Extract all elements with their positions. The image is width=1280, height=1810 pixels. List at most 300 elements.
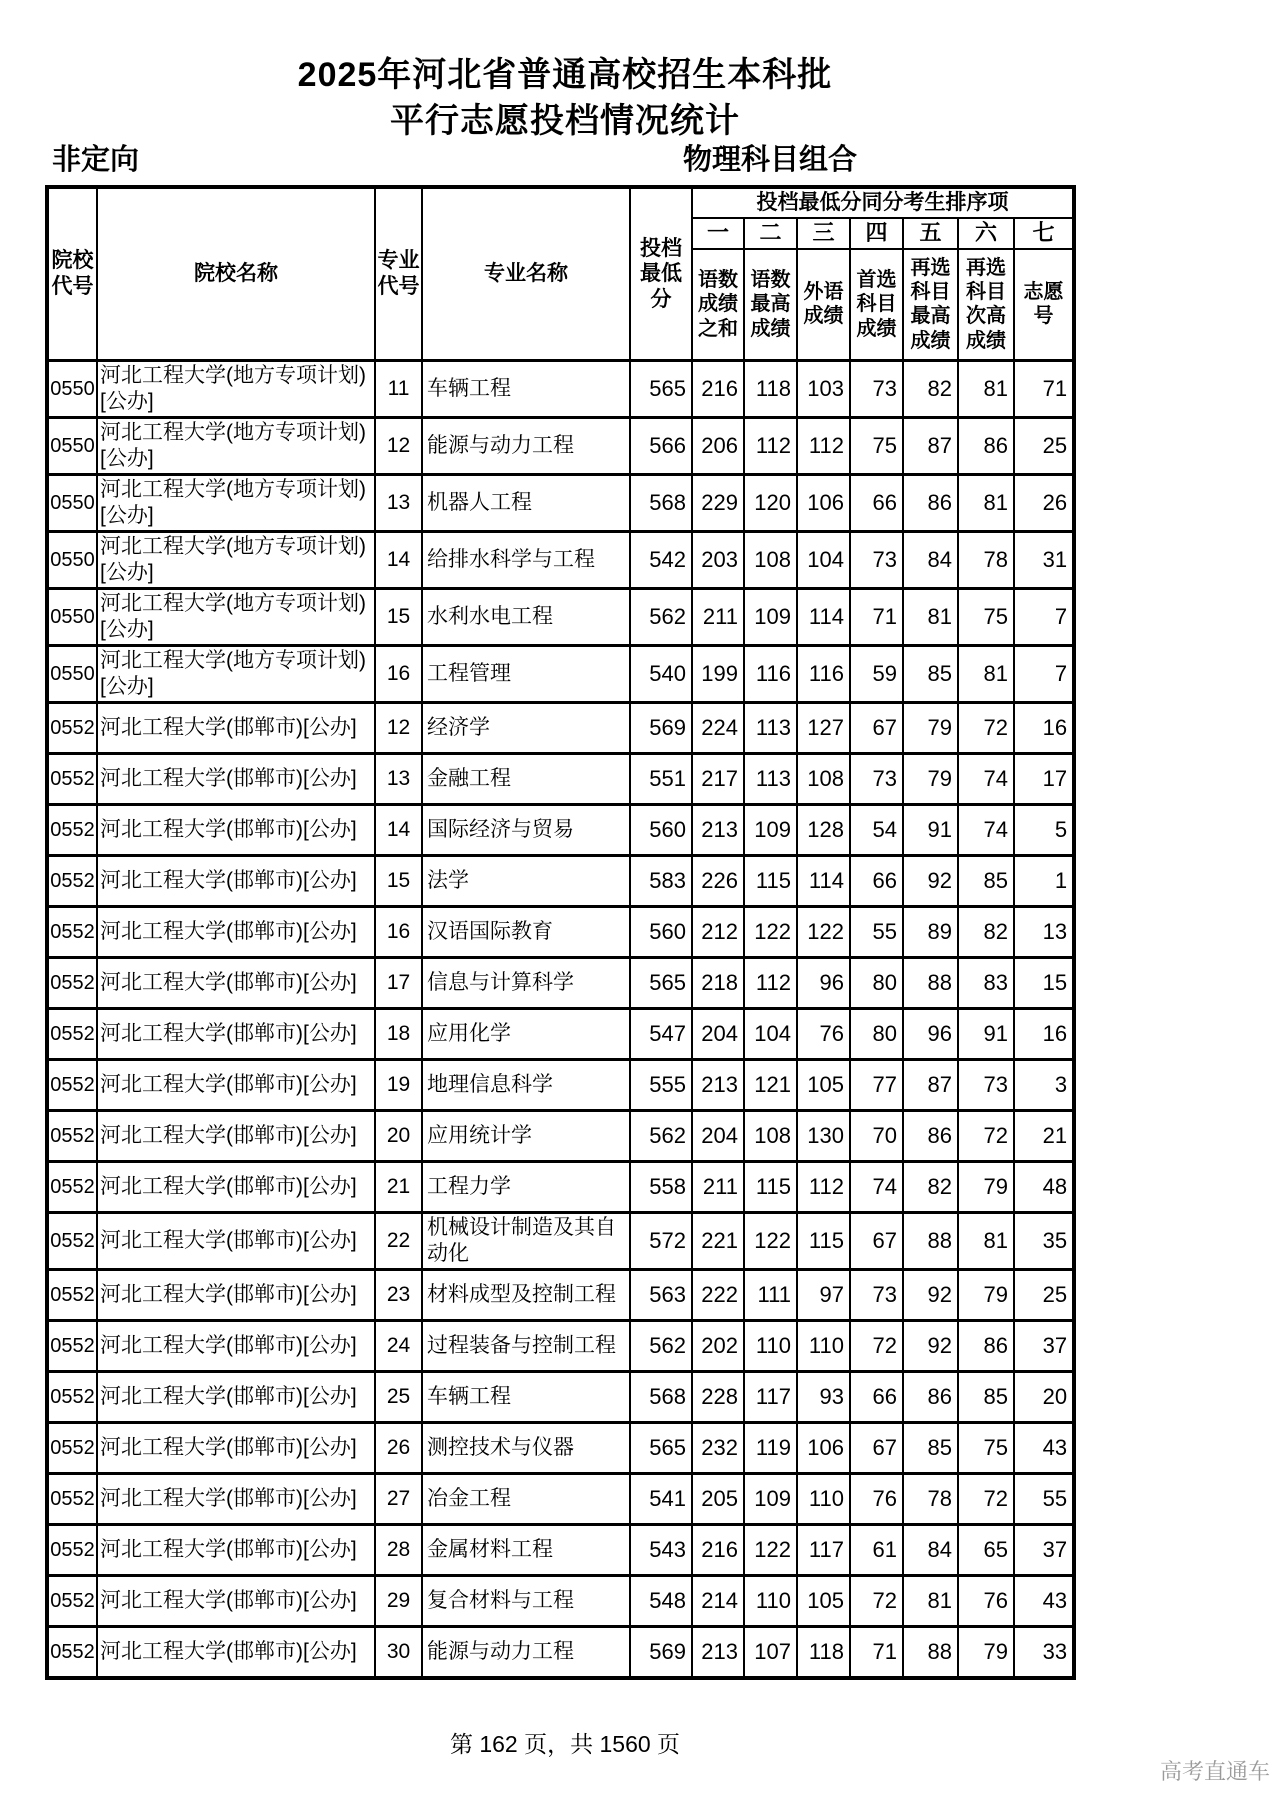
min-score-cell: 560 [630,805,692,856]
header-rank-label-4: 首选科目成绩 [850,249,903,361]
rank3-value-cell: 128 [797,805,850,856]
rank4-value-cell: 73 [850,754,903,805]
rank3-value-cell: 93 [797,1372,850,1423]
rank4-value-cell: 59 [850,646,903,703]
table-row [47,532,1074,589]
header-rank-label-1: 语数成绩之和 [692,249,744,361]
rank2-value-cell: 119 [744,1423,797,1474]
rank2-value-cell: 109 [744,1474,797,1525]
rank7-value-cell: 55 [1014,1474,1074,1525]
min-score-cell: 565 [630,361,692,418]
college-code-cell: 0552 [47,1213,97,1270]
min-score-cell: 555 [630,1060,692,1111]
rank2-value-cell: 109 [744,589,797,646]
college-code-cell: 0552 [47,1321,97,1372]
rank5-value-cell: 92 [903,856,958,907]
rank2-value-cell: 113 [744,754,797,805]
rank2-value-cell: 121 [744,1060,797,1111]
page-title-line1: 2025年河北省普通高校招生本科批 [297,56,833,94]
header-college-code: 院校代号 [47,187,97,361]
rank6-value-cell: 72 [958,703,1014,754]
rank4-value-cell: 76 [850,1474,903,1525]
college-name-cell: 河北工程大学(地方专项计划)[公办] [97,646,375,703]
college-name-cell: 河北工程大学(邯郸市)[公办] [97,907,375,958]
rank1-value-cell: 221 [692,1213,744,1270]
rank6-value-cell: 82 [958,907,1014,958]
table-row [47,1009,1074,1060]
rank1-value-cell: 211 [692,589,744,646]
min-score-cell: 572 [630,1213,692,1270]
rank3-value-cell: 106 [797,475,850,532]
rank7-value-cell: 37 [1014,1525,1074,1576]
major-code-cell: 13 [375,475,422,532]
rank7-value-cell: 37 [1014,1321,1074,1372]
rank5-value-cell: 91 [903,805,958,856]
college-code-cell: 0550 [47,418,97,475]
rank3-value-cell: 118 [797,1627,850,1678]
min-score-cell: 541 [630,1474,692,1525]
major-code-cell: 19 [375,1060,422,1111]
rank6-value-cell: 81 [958,646,1014,703]
rank3-value-cell: 112 [797,1162,850,1213]
college-code-cell: 0552 [47,1627,97,1678]
rank4-value-cell: 72 [850,1321,903,1372]
college-name-cell: 河北工程大学(邯郸市)[公办] [97,958,375,1009]
rank3-value-cell: 97 [797,1270,850,1321]
rank2-value-cell: 116 [744,646,797,703]
college-name-cell: 河北工程大学(邯郸市)[公办] [97,754,375,805]
rank2-value-cell: 112 [744,958,797,1009]
rank7-value-cell: 13 [1014,907,1074,958]
plan-type-label: 非定向 [52,144,140,176]
rank3-value-cell: 127 [797,703,850,754]
min-score-cell: 565 [630,1423,692,1474]
rank7-value-cell: 16 [1014,703,1074,754]
rank4-value-cell: 66 [850,856,903,907]
rank6-value-cell: 86 [958,418,1014,475]
header-rank-label-3: 外语成绩 [797,249,850,361]
college-code-cell: 0552 [47,958,97,1009]
rank2-value-cell: 104 [744,1009,797,1060]
rank3-value-cell: 105 [797,1576,850,1627]
rank3-value-cell: 114 [797,856,850,907]
major-code-cell: 14 [375,532,422,589]
min-score-cell: 551 [630,754,692,805]
major-name-cell: 过程装备与控制工程 [422,1321,630,1372]
rank5-value-cell: 88 [903,1213,958,1270]
college-code-cell: 0552 [47,1525,97,1576]
rank6-value-cell: 85 [958,856,1014,907]
major-name-cell: 给排水科学与工程 [422,532,630,589]
min-score-cell: 562 [630,1321,692,1372]
major-name-cell: 能源与动力工程 [422,418,630,475]
header-rank-6: 六 [958,218,1014,249]
rank7-value-cell: 43 [1014,1423,1074,1474]
rank2-value-cell: 122 [744,1213,797,1270]
rank5-value-cell: 79 [903,754,958,805]
table-row [47,805,1074,856]
rank1-value-cell: 211 [692,1162,744,1213]
table-row [47,907,1074,958]
rank4-value-cell: 73 [850,1270,903,1321]
rank4-value-cell: 71 [850,1627,903,1678]
college-code-cell: 0552 [47,1423,97,1474]
college-name-cell: 河北工程大学(邯郸市)[公办] [97,1321,375,1372]
rank6-value-cell: 81 [958,361,1014,418]
rank4-value-cell: 77 [850,1060,903,1111]
table-row [47,1270,1074,1321]
rank6-value-cell: 83 [958,958,1014,1009]
rank5-value-cell: 92 [903,1270,958,1321]
min-score-cell: 540 [630,646,692,703]
major-name-cell: 工程力学 [422,1162,630,1213]
major-name-cell: 机器人工程 [422,475,630,532]
table-row [47,1321,1074,1372]
major-name-cell: 经济学 [422,703,630,754]
table-row [47,1162,1074,1213]
rank6-value-cell: 79 [958,1270,1014,1321]
header-rank-label-2: 语数最高成绩 [744,249,797,361]
major-code-cell: 21 [375,1162,422,1213]
rank2-value-cell: 115 [744,1162,797,1213]
rank1-value-cell: 205 [692,1474,744,1525]
college-name-cell: 河北工程大学(地方专项计划)[公办] [97,475,375,532]
rank5-value-cell: 78 [903,1474,958,1525]
major-name-cell: 车辆工程 [422,1372,630,1423]
rank6-value-cell: 73 [958,1060,1014,1111]
rank5-value-cell: 88 [903,1627,958,1678]
major-name-cell: 水利水电工程 [422,589,630,646]
rank5-value-cell: 87 [903,418,958,475]
college-name-cell: 河北工程大学(邯郸市)[公办] [97,1474,375,1525]
rank5-value-cell: 86 [903,475,958,532]
college-code-cell: 0552 [47,703,97,754]
rank1-value-cell: 202 [692,1321,744,1372]
rank1-value-cell: 229 [692,475,744,532]
rank1-value-cell: 232 [692,1423,744,1474]
rank6-value-cell: 76 [958,1576,1014,1627]
rank4-value-cell: 75 [850,418,903,475]
major-code-cell: 16 [375,907,422,958]
table-row [47,1525,1074,1576]
college-code-cell: 0550 [47,589,97,646]
table-row [47,1060,1074,1111]
rank6-value-cell: 74 [958,754,1014,805]
rank3-value-cell: 104 [797,532,850,589]
rank2-value-cell: 109 [744,805,797,856]
min-score-cell: 562 [630,1111,692,1162]
table-row [47,754,1074,805]
table-row [47,1372,1074,1423]
college-code-cell: 0552 [47,805,97,856]
rank6-value-cell: 72 [958,1111,1014,1162]
college-code-cell: 0552 [47,754,97,805]
college-code-cell: 0550 [47,475,97,532]
rank6-value-cell: 81 [958,475,1014,532]
rank1-value-cell: 204 [692,1009,744,1060]
college-name-cell: 河北工程大学(地方专项计划)[公办] [97,589,375,646]
page-number-info: 第 162 页，共 1560 页 [449,1731,681,1757]
rank5-value-cell: 92 [903,1321,958,1372]
major-code-cell: 30 [375,1627,422,1678]
table-row [47,1627,1074,1678]
college-name-cell: 河北工程大学(邯郸市)[公办] [97,1162,375,1213]
page-title [45,52,1085,144]
rank7-value-cell: 26 [1014,475,1074,532]
header-college-name: 院校名称 [97,187,375,361]
rank1-value-cell: 222 [692,1270,744,1321]
major-code-cell: 16 [375,646,422,703]
college-code-cell: 0552 [47,1576,97,1627]
rank2-value-cell: 120 [744,475,797,532]
college-name-cell: 河北工程大学(邯郸市)[公办] [97,805,375,856]
college-code-cell: 0552 [47,1009,97,1060]
min-score-cell: 563 [630,1270,692,1321]
table-row [47,1474,1074,1525]
major-code-cell: 18 [375,1009,422,1060]
table-row [47,646,1074,703]
rank4-value-cell: 67 [850,1213,903,1270]
rank3-value-cell: 76 [797,1009,850,1060]
rank1-value-cell: 204 [692,1111,744,1162]
header-rank-5: 五 [903,218,958,249]
rank3-value-cell: 112 [797,418,850,475]
college-code-cell: 0552 [47,1111,97,1162]
header-rank-label-5: 再选科目最高成绩 [903,249,958,361]
min-score-cell: 569 [630,1627,692,1678]
table-row [47,703,1074,754]
rank2-value-cell: 108 [744,532,797,589]
rank4-value-cell: 72 [850,1576,903,1627]
rank2-value-cell: 111 [744,1270,797,1321]
rank4-value-cell: 74 [850,1162,903,1213]
rank6-value-cell: 86 [958,1321,1014,1372]
rank3-value-cell: 115 [797,1213,850,1270]
major-name-cell: 地理信息科学 [422,1060,630,1111]
rank7-value-cell: 25 [1014,1270,1074,1321]
rank7-value-cell: 43 [1014,1576,1074,1627]
rank7-value-cell: 21 [1014,1111,1074,1162]
major-name-cell: 测控技术与仪器 [422,1423,630,1474]
rank6-value-cell: 79 [958,1162,1014,1213]
header-rank-3: 三 [797,218,850,249]
rank4-value-cell: 71 [850,589,903,646]
rank4-value-cell: 73 [850,361,903,418]
rank7-value-cell: 33 [1014,1627,1074,1678]
rank4-value-cell: 70 [850,1111,903,1162]
rank5-value-cell: 81 [903,589,958,646]
major-code-cell: 12 [375,418,422,475]
rank6-value-cell: 79 [958,1627,1014,1678]
rank6-value-cell: 75 [958,589,1014,646]
rank3-value-cell: 117 [797,1525,850,1576]
min-score-cell: 558 [630,1162,692,1213]
college-name-cell: 河北工程大学(邯郸市)[公办] [97,1213,375,1270]
min-score-cell: 548 [630,1576,692,1627]
rank1-value-cell: 214 [692,1576,744,1627]
min-score-cell: 543 [630,1525,692,1576]
rank5-value-cell: 89 [903,907,958,958]
rank5-value-cell: 85 [903,1423,958,1474]
rank2-value-cell: 110 [744,1321,797,1372]
major-name-cell: 机械设计制造及其自动化 [422,1213,630,1270]
header-rank-4: 四 [850,218,903,249]
college-code-cell: 0552 [47,1474,97,1525]
rank3-value-cell: 122 [797,907,850,958]
min-score-cell: 547 [630,1009,692,1060]
table-row [47,1576,1074,1627]
watermark-text: 高考直通车 [1159,1759,1270,1784]
rank3-value-cell: 110 [797,1321,850,1372]
rank1-value-cell: 216 [692,361,744,418]
rank7-value-cell: 16 [1014,1009,1074,1060]
major-name-cell: 应用统计学 [422,1111,630,1162]
rank5-value-cell: 82 [903,1162,958,1213]
major-code-cell: 26 [375,1423,422,1474]
rank2-value-cell: 118 [744,361,797,418]
major-code-cell: 14 [375,805,422,856]
rank2-value-cell: 108 [744,1111,797,1162]
rank4-value-cell: 66 [850,475,903,532]
rank4-value-cell: 80 [850,1009,903,1060]
college-name-cell: 河北工程大学(邯郸市)[公办] [97,1576,375,1627]
rank7-value-cell: 48 [1014,1162,1074,1213]
college-name-cell: 河北工程大学(邯郸市)[公办] [97,1111,375,1162]
rank3-value-cell: 103 [797,361,850,418]
rank7-value-cell: 7 [1014,589,1074,646]
rank7-value-cell: 5 [1014,805,1074,856]
major-code-cell: 12 [375,703,422,754]
major-name-cell: 信息与计算科学 [422,958,630,1009]
header-rank-label-7: 志愿号 [1014,249,1074,361]
rank6-value-cell: 65 [958,1525,1014,1576]
major-name-cell: 复合材料与工程 [422,1576,630,1627]
rank6-value-cell: 81 [958,1213,1014,1270]
table-row [47,856,1074,907]
rank4-value-cell: 66 [850,1372,903,1423]
rank3-value-cell: 116 [797,646,850,703]
rank5-value-cell: 96 [903,1009,958,1060]
page-title-line2: 平行志愿投档情况统计 [390,102,740,140]
rank7-value-cell: 25 [1014,418,1074,475]
header-rank-2: 二 [744,218,797,249]
rank2-value-cell: 112 [744,418,797,475]
table-row [47,589,1074,646]
rank3-value-cell: 114 [797,589,850,646]
rank1-value-cell: 213 [692,1060,744,1111]
college-code-cell: 0552 [47,856,97,907]
major-name-cell: 金融工程 [422,754,630,805]
major-code-cell: 28 [375,1525,422,1576]
college-code-cell: 0552 [47,1162,97,1213]
rank4-value-cell: 67 [850,703,903,754]
rank1-value-cell: 218 [692,958,744,1009]
table-body [47,361,1074,1678]
table-header [47,187,1074,361]
rank4-value-cell: 80 [850,958,903,1009]
rank7-value-cell: 1 [1014,856,1074,907]
rank2-value-cell: 113 [744,703,797,754]
min-score-cell: 568 [630,1372,692,1423]
admission-stats-table [45,185,1076,1680]
rank1-value-cell: 199 [692,646,744,703]
table-row [47,1111,1074,1162]
rank5-value-cell: 84 [903,532,958,589]
rank1-value-cell: 216 [692,1525,744,1576]
min-score-cell: 560 [630,907,692,958]
college-name-cell: 河北工程大学(邯郸市)[公办] [97,703,375,754]
rank3-value-cell: 130 [797,1111,850,1162]
rank4-value-cell: 61 [850,1525,903,1576]
table-row [47,1423,1074,1474]
rank7-value-cell: 17 [1014,754,1074,805]
rank2-value-cell: 107 [744,1627,797,1678]
college-name-cell: 河北工程大学(地方专项计划)[公办] [97,361,375,418]
header-rank-7: 七 [1014,218,1074,249]
rank7-value-cell: 71 [1014,361,1074,418]
major-name-cell: 应用化学 [422,1009,630,1060]
major-name-cell: 汉语国际教育 [422,907,630,958]
rank7-value-cell: 15 [1014,958,1074,1009]
rank4-value-cell: 55 [850,907,903,958]
college-name-cell: 河北工程大学(邯郸市)[公办] [97,1627,375,1678]
rank7-value-cell: 35 [1014,1213,1074,1270]
major-name-cell: 冶金工程 [422,1474,630,1525]
rank3-value-cell: 106 [797,1423,850,1474]
major-code-cell: 24 [375,1321,422,1372]
major-code-cell: 22 [375,1213,422,1270]
table-row [47,958,1074,1009]
major-code-cell: 15 [375,856,422,907]
rank3-value-cell: 108 [797,754,850,805]
college-code-cell: 0550 [47,361,97,418]
major-code-cell: 23 [375,1270,422,1321]
major-name-cell: 法学 [422,856,630,907]
rank4-value-cell: 67 [850,1423,903,1474]
subject-group-label: 物理科目组合 [683,144,858,176]
major-name-cell: 工程管理 [422,646,630,703]
rank1-value-cell: 206 [692,418,744,475]
rank7-value-cell: 3 [1014,1060,1074,1111]
table-row [47,361,1074,418]
rank5-value-cell: 86 [903,1372,958,1423]
rank3-value-cell: 105 [797,1060,850,1111]
rank6-value-cell: 75 [958,1423,1014,1474]
rank5-value-cell: 84 [903,1525,958,1576]
rank1-value-cell: 228 [692,1372,744,1423]
college-name-cell: 河北工程大学(地方专项计划)[公办] [97,532,375,589]
college-code-cell: 0552 [47,1270,97,1321]
min-score-cell: 566 [630,418,692,475]
rank3-value-cell: 96 [797,958,850,1009]
header-rank-label-6: 再选科目次高成绩 [958,249,1014,361]
table-row [47,1213,1074,1270]
rank1-value-cell: 203 [692,532,744,589]
rank6-value-cell: 91 [958,1009,1014,1060]
rank6-value-cell: 74 [958,805,1014,856]
college-code-cell: 0552 [47,1372,97,1423]
rank2-value-cell: 122 [744,907,797,958]
college-name-cell: 河北工程大学(邯郸市)[公办] [97,1009,375,1060]
rank6-value-cell: 72 [958,1474,1014,1525]
table-row [47,475,1074,532]
rank5-value-cell: 85 [903,646,958,703]
header-tie-break-group: 投档最低分同分考生排序项 [692,187,1074,218]
major-code-cell: 17 [375,958,422,1009]
major-name-cell: 车辆工程 [422,361,630,418]
college-code-cell: 0550 [47,646,97,703]
header-major-code: 专业代号 [375,187,422,361]
